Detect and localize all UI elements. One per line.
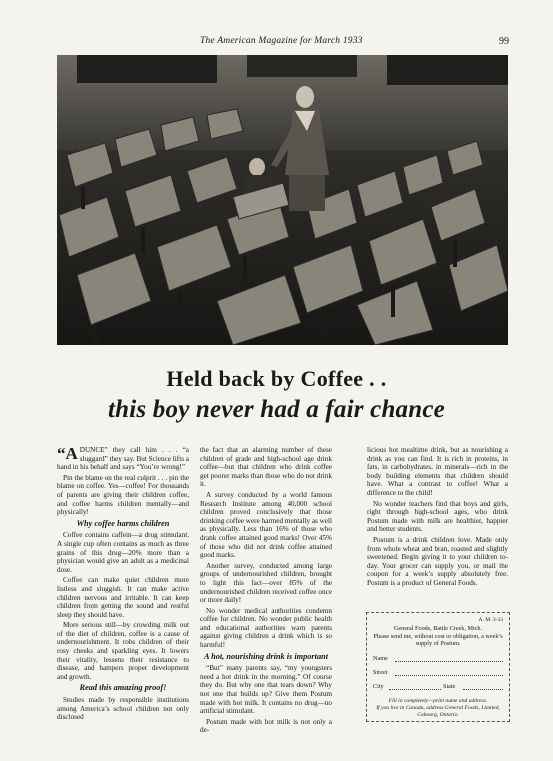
paragraph: the fact that an alarming number of these children of grade and high-school age drink coffee—but that children who drink coffee get poorer marks than those who do not drink it. bbox=[200, 446, 332, 489]
paragraph: Coffee can make quiet children more listless and sluggish. It can make active children nervous and irritable. It can keep children from getting the sound and restful sleep they should have. bbox=[57, 576, 189, 619]
subheadline: this boy never had a fair chance bbox=[108, 396, 445, 423]
paragraph: “But” many parents say, “my youngsters need a hot drink in the morning.” Of course they do. But why one that tears down? Why not one that builds up? Give them Postum made with hot milk. It contains no drug—no artificial stimulant. bbox=[200, 664, 332, 716]
street-line[interactable] bbox=[395, 675, 503, 676]
paragraph: A survey conducted by a world famous Research Institute among 40,000 school children proved conclusively that those drinking coffee were harmed mentally as well as physically. Less than 16% of those who drank coffee attained good marks! Over 45% of those who did not drink coffee attained good marks. bbox=[200, 490, 332, 560]
paragraph: Postum is a drink children love. Made only from whole wheat and bran, roasted and slightly sweetened. Begin giving it to your children to-day. Your grocer can supply you, or mail the coupon for a week’s supply absolutely free. Postum is a product of General Foods. bbox=[367, 535, 508, 587]
coupon-footnote bbox=[373, 698, 503, 718]
drop-cap: “A bbox=[57, 444, 78, 463]
name-label: Name bbox=[373, 655, 388, 662]
coupon-text bbox=[373, 625, 503, 648]
name-field[interactable] bbox=[373, 655, 503, 663]
state-line[interactable] bbox=[463, 689, 503, 690]
coupon-code: A. M. 3-33 bbox=[478, 617, 503, 623]
fill-note: Fill in completely—print name and address. bbox=[388, 698, 488, 704]
body-column-2 bbox=[200, 446, 332, 737]
paragraph: “ADUNCE” they call him . . . “a sluggard” they say. But Science lifts a hand in his behalf and says “You’re wrong!” bbox=[57, 444, 189, 472]
paragraph: No wonder medical authorities condemn coffee for children. No wonder public health and educational authorities warn parents against giving children a drink which is so harmful! bbox=[200, 606, 332, 650]
headline: Held back by Coffee . . bbox=[166, 366, 387, 391]
coupon-request: Please send me, without cost or obligation, a week’s supply of Postum. bbox=[373, 632, 503, 647]
street-field[interactable] bbox=[373, 669, 503, 677]
page-header bbox=[0, 36, 553, 50]
city-line[interactable] bbox=[389, 689, 441, 690]
canada-note: If you live in Canada, address General Foods, Limited, Cobourg, Ontario. bbox=[376, 704, 500, 718]
city-label: City bbox=[373, 683, 384, 690]
paragraph: Postum made with hot milk is not only a de- bbox=[200, 717, 332, 735]
paragraph: licious hot mealtime drink, but as nourishing a drink as you can find. It is rich in proteins, in fats, in carbohydrates, in minerals—rich in the body building elements that children should have. What a contrast to coffee! What a difference to the child! bbox=[367, 446, 508, 497]
coupon-address: General Foods, Battle Creek, Mich. bbox=[393, 625, 483, 632]
paragraph: Another survey, conducted among large groups of undernourished children, brought to light this fact—over 85% of the undernourished children received coffee once or more daily! bbox=[200, 561, 332, 605]
city-state-field[interactable] bbox=[373, 683, 503, 691]
page-number: 99 bbox=[499, 36, 509, 47]
paragraph: Pin the blame on the real culprit . . . pin the blame on coffee. Yes—coffee! For thousands of parents are giving their children coffee, and coffee harms children mentally—and physically! bbox=[57, 473, 189, 517]
section-heading: Why coffee harms children bbox=[76, 518, 170, 528]
magazine-title: The American Magazine for March 1933 bbox=[200, 36, 363, 46]
classroom-photo bbox=[57, 55, 508, 345]
section-heading: Read this amazing proof! bbox=[79, 683, 167, 693]
paragraph: Coffee contains caffein—a drug stimulant. A single cup often contains as much as three grains of this drug—20% more than a physician would give an adult as a medicinal dose. bbox=[57, 531, 189, 574]
street-label: Street bbox=[373, 669, 388, 676]
paragraph: No wonder teachers find that boys and girls, right through high-school ages, who drink Postum made with milk are healthier, happier and better students. bbox=[367, 499, 508, 534]
paragraph: More serious still—by crowding milk out of the diet of children, coffee is a cause of undernourishment. It robs children of their rosy cheeks and sparkling eyes. It lowers their vitality, lessens their resistance to disease, and hampers proper development and growth. bbox=[57, 621, 189, 681]
body-column-1 bbox=[57, 446, 189, 724]
section-heading: A hot, nourishing drink is important bbox=[203, 651, 329, 661]
mail-coupon[interactable] bbox=[366, 612, 510, 722]
paragraph: Studies made by responsible institutions among America’s school children not only disclosed bbox=[57, 696, 189, 722]
classroom-illustration bbox=[57, 55, 508, 345]
name-line[interactable] bbox=[395, 661, 503, 662]
body-column-3 bbox=[367, 446, 508, 590]
state-label: State bbox=[443, 683, 456, 690]
